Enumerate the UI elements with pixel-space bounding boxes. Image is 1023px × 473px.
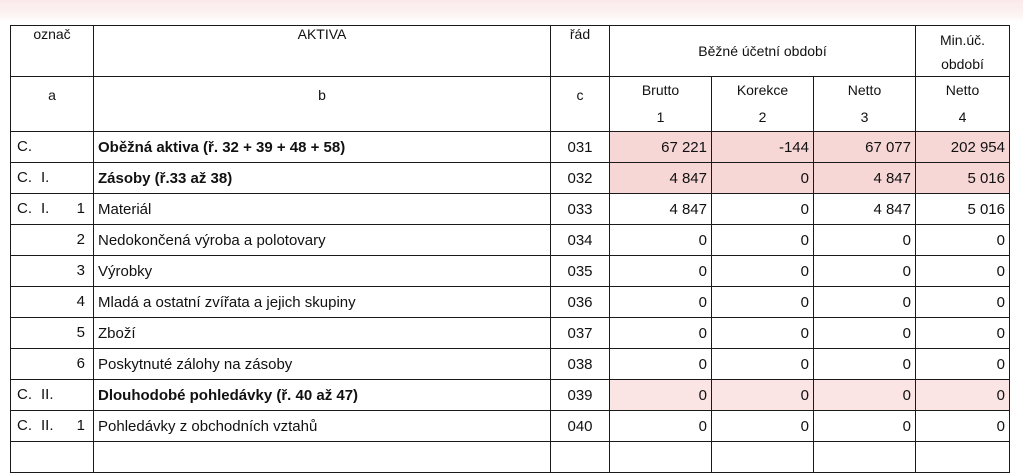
row-code: C. II. <box>11 380 94 411</box>
value-korekce: 0 <box>712 163 814 194</box>
row-number: 038 <box>551 349 610 380</box>
value-prev-netto: 0 <box>916 380 1010 411</box>
value-korekce: 0 <box>712 380 814 411</box>
cell-empty <box>916 442 1010 473</box>
row-code: 3 <box>11 256 94 287</box>
row-label: Oběžná aktiva (ř. 32 + 39 + 48 + 58) <box>94 132 551 163</box>
cell-empty <box>610 442 712 473</box>
row-label: Pohledávky z obchodních vztahů <box>94 411 551 442</box>
value-netto: 0 <box>814 287 916 318</box>
value-netto: 0 <box>814 380 916 411</box>
value-korekce: 0 <box>712 287 814 318</box>
row-code: 4 <box>11 287 94 318</box>
value-prev-netto: 202 954 <box>916 132 1010 163</box>
value-korekce: 0 <box>712 318 814 349</box>
value-brutto: 0 <box>610 411 712 442</box>
value-brutto: 0 <box>610 287 712 318</box>
value-prev-netto: 0 <box>916 411 1010 442</box>
header-row-bottom <box>11 77 1010 132</box>
row-label: Zásoby (ř.33 až 38) <box>94 163 551 194</box>
table-row <box>11 380 1010 411</box>
row-code: C. <box>11 132 94 163</box>
row-number: 039 <box>551 380 610 411</box>
value-brutto: 0 <box>610 256 712 287</box>
value-korekce: -144 <box>712 132 814 163</box>
row-number: 036 <box>551 287 610 318</box>
header-col-c-sub: c <box>551 77 610 132</box>
value-netto: 4 847 <box>814 194 916 225</box>
row-code: C. II. 1 <box>11 411 94 442</box>
row-number: 037 <box>551 318 610 349</box>
row-label: Nedokončená výroba a polotovary <box>94 225 551 256</box>
value-prev-netto: 0 <box>916 287 1010 318</box>
row-label: Výrobky <box>94 256 551 287</box>
value-brutto: 0 <box>610 349 712 380</box>
cell-empty <box>551 442 610 473</box>
header-col-a: označ <box>11 26 94 77</box>
table-row <box>11 225 1010 256</box>
value-netto: 0 <box>814 411 916 442</box>
header-current-period: Běžné účetní období <box>610 26 916 77</box>
top-shading <box>0 0 1023 22</box>
header-col-b-sub: b <box>94 77 551 132</box>
row-number: 040 <box>551 411 610 442</box>
cell-empty <box>814 442 916 473</box>
value-brutto: 0 <box>610 318 712 349</box>
row-code: 2 <box>11 225 94 256</box>
row-code: C. I. <box>11 163 94 194</box>
value-netto: 4 847 <box>814 163 916 194</box>
table-row <box>11 349 1010 380</box>
table-row <box>11 411 1010 442</box>
value-prev-netto: 0 <box>916 256 1010 287</box>
value-prev-netto: 0 <box>916 225 1010 256</box>
value-brutto: 0 <box>610 225 712 256</box>
row-label: Zboží <box>94 318 551 349</box>
cell-empty <box>94 442 551 473</box>
balance-sheet-table <box>10 25 1010 473</box>
header-col-b: AKTIVA <box>94 26 551 77</box>
table-row <box>11 287 1010 318</box>
row-number: 032 <box>551 163 610 194</box>
value-brutto: 4 847 <box>610 163 712 194</box>
value-korekce: 0 <box>712 411 814 442</box>
cell-empty <box>712 442 814 473</box>
row-code: 5 <box>11 318 94 349</box>
value-brutto: 67 221 <box>610 132 712 163</box>
table-row <box>11 318 1010 349</box>
header-prev-period: Min.úč. období <box>916 26 1010 77</box>
value-netto: 67 077 <box>814 132 916 163</box>
value-korekce: 0 <box>712 225 814 256</box>
value-netto: 0 <box>814 349 916 380</box>
row-code: 6 <box>11 349 94 380</box>
value-korekce: 0 <box>712 349 814 380</box>
header-netto: Netto 3 <box>814 77 916 132</box>
header-prev-netto: Netto 4 <box>916 77 1010 132</box>
row-label: Mladá a ostatní zvířata a jejich skupiny <box>94 287 551 318</box>
row-number: 035 <box>551 256 610 287</box>
value-prev-netto: 5 016 <box>916 194 1010 225</box>
row-label: Materiál <box>94 194 551 225</box>
row-number: 033 <box>551 194 610 225</box>
value-brutto: 0 <box>610 380 712 411</box>
value-netto: 0 <box>814 225 916 256</box>
value-prev-netto: 0 <box>916 349 1010 380</box>
row-label: Poskytnuté zálohy na zásoby <box>94 349 551 380</box>
value-korekce: 0 <box>712 256 814 287</box>
table-row <box>11 194 1010 225</box>
header-row-top <box>11 26 1010 77</box>
table-row <box>11 163 1010 194</box>
row-code: C. I. 1 <box>11 194 94 225</box>
value-prev-netto: 0 <box>916 318 1010 349</box>
header-col-a-sub: a <box>11 77 94 132</box>
cell-empty <box>11 442 94 473</box>
header-korekce: Korekce 2 <box>712 77 814 132</box>
row-number: 031 <box>551 132 610 163</box>
value-prev-netto: 5 016 <box>916 163 1010 194</box>
value-netto: 0 <box>814 318 916 349</box>
table-row-partial <box>11 442 1010 473</box>
row-label: Dlouhodobé pohledávky (ř. 40 až 47) <box>94 380 551 411</box>
value-korekce: 0 <box>712 194 814 225</box>
row-number: 034 <box>551 225 610 256</box>
header-brutto: Brutto 1 <box>610 77 712 132</box>
table-row <box>11 256 1010 287</box>
table-row <box>11 132 1010 163</box>
header-col-c: řád <box>551 26 610 77</box>
value-netto: 0 <box>814 256 916 287</box>
value-brutto: 4 847 <box>610 194 712 225</box>
